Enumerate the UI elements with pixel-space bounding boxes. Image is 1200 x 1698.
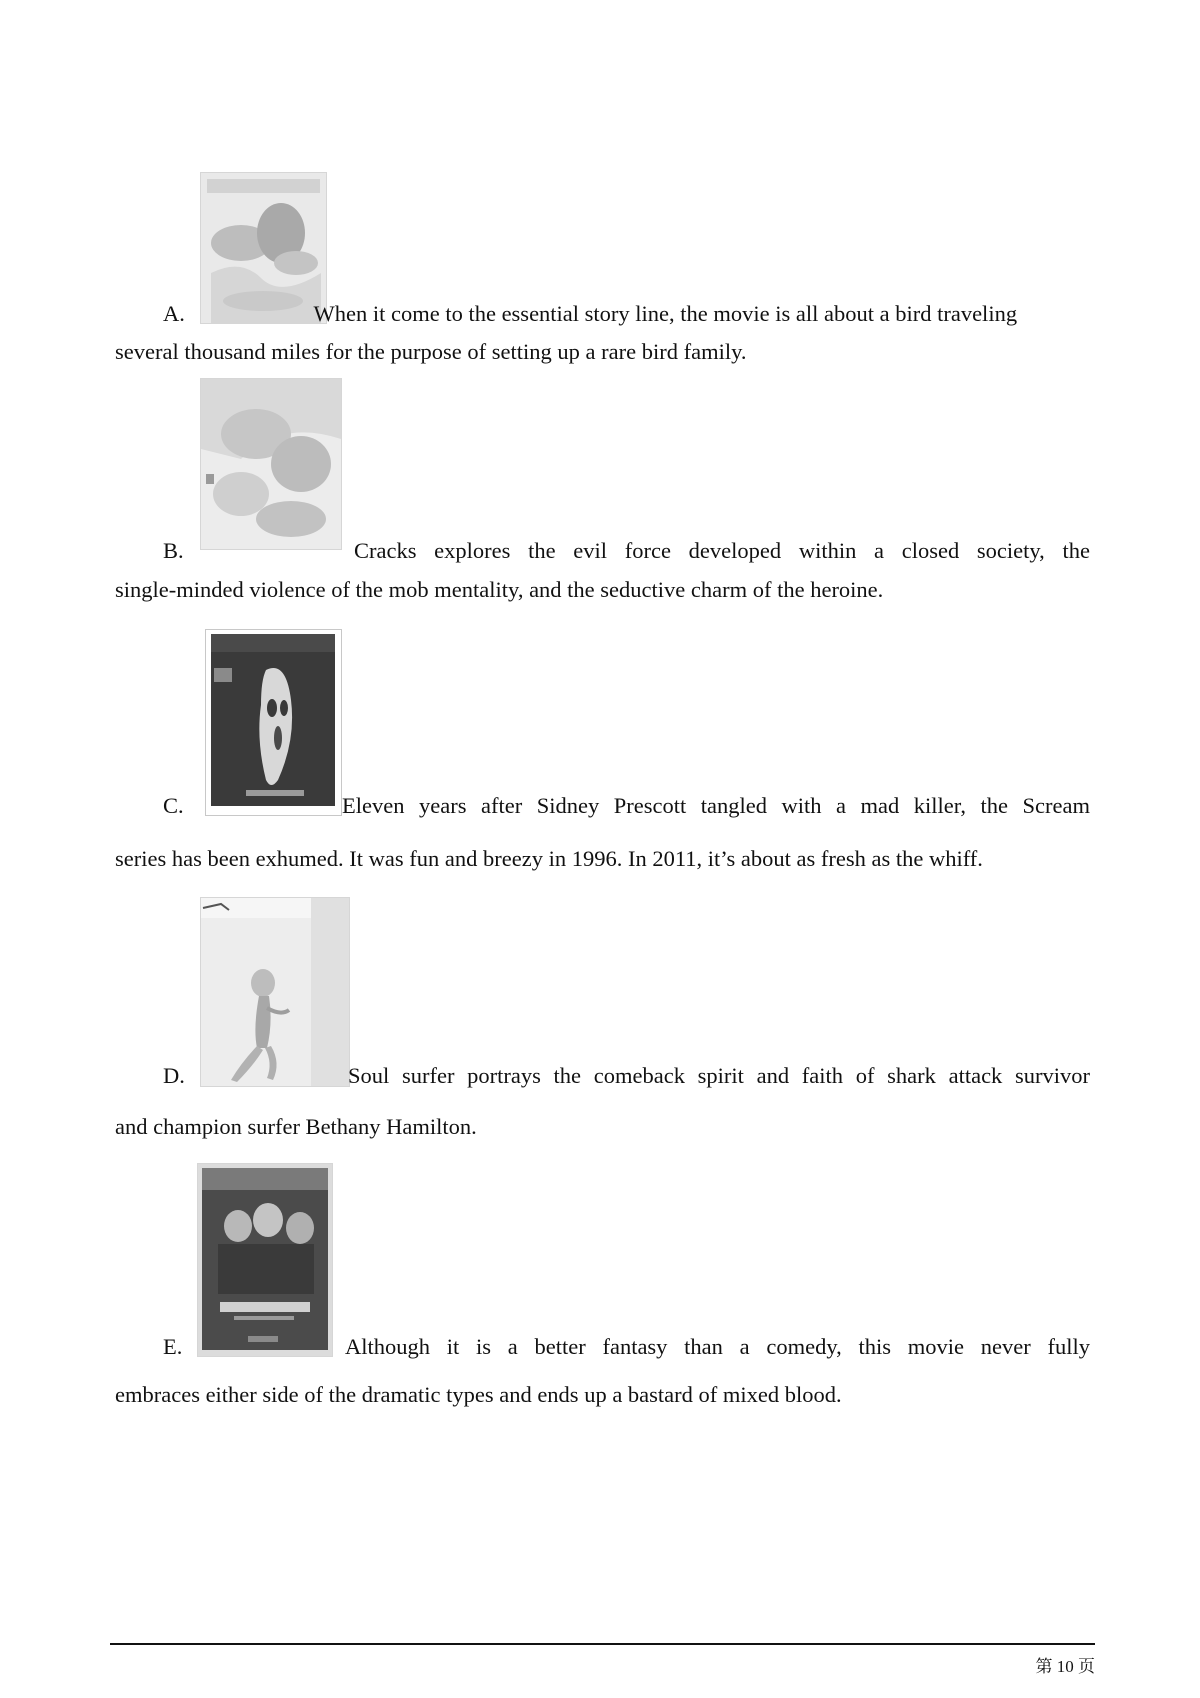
page-number: 第 10 页 [1035,1657,1095,1676]
option-label: D. [163,1063,185,1088]
option-text-continued: and champion surfer Bethany Hamilton. [115,1114,477,1139]
option-text: Eleven years after Sidney Prescott tangled with a mad killer, the Scream [342,793,1090,818]
option-text: Cracks explores the evil force developed within a closed society, the [354,538,1090,563]
movie-poster-e [197,1163,333,1357]
option-text-continued: series has been exhumed. It was fun and breezy in 1996. In 2011, it’s about as fresh as the whiff. [115,846,983,871]
movie-poster-c [205,629,342,816]
movie-poster-b [200,378,342,550]
option-label: C. [163,793,184,818]
footer-divider [110,1643,1095,1645]
option-text-continued: embraces either side of the dramatic types and ends up a bastard of mixed blood. [115,1382,842,1407]
option-label: E. [163,1334,183,1359]
option-label: B. [163,538,184,563]
option-text: Although it is a better fantasy than a comedy, this movie never fully [345,1334,1090,1359]
option-text: When it come to the essential story line, the movie is all about a bird traveling [313,301,1018,326]
option-text-continued: single-minded violence of the mob mentality, and the seductive charm of the heroine. [115,577,884,602]
option-text-continued: several thousand miles for the purpose of setting up a rare bird family. [115,339,747,364]
movie-poster-a [200,172,327,324]
option-label: A. [163,301,185,326]
movie-poster-d [200,897,350,1087]
option-text: Soul surfer portrays the comeback spirit and faith of shark attack survivor [348,1063,1090,1088]
